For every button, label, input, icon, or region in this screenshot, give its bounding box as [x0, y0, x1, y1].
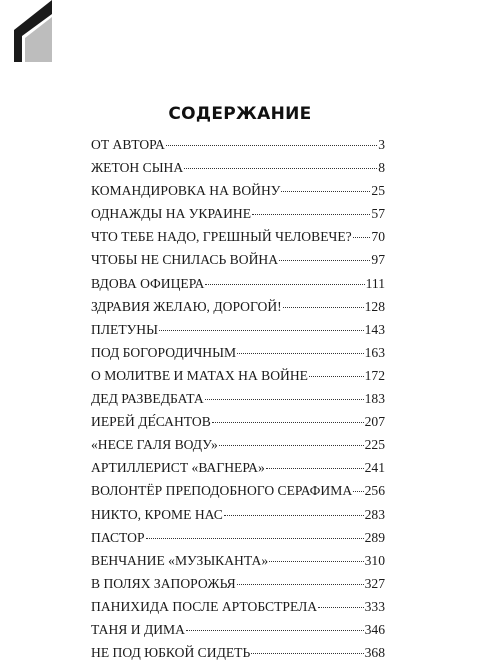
toc-entry-title: ИЕРЕЙ ДЕ́САНТОВ	[91, 414, 211, 430]
toc-entry-page-number: 207	[364, 414, 385, 430]
toc-entry-title: О МОЛИТВЕ И МАТАХ НА ВОЙНЕ	[91, 367, 308, 383]
toc-dot-leader	[237, 353, 364, 354]
toc-entry-page-number: 3	[378, 137, 385, 152]
toc-entry-title: ПЛЕТУНЫ	[91, 321, 158, 337]
toc-dot-leader	[224, 515, 364, 516]
toc-entry	[91, 507, 385, 530]
toc-entry-page-number: 241	[364, 460, 385, 476]
toc-entry-title: АРТИЛЛЕРИСТ «ВАГНЕРА»	[91, 460, 265, 476]
toc-entry	[91, 576, 385, 599]
toc-dot-leader	[318, 607, 363, 608]
toc-entry-page-number: 143	[364, 321, 385, 337]
toc-dot-leader	[205, 399, 364, 400]
toc-entry-page-number: 128	[364, 298, 385, 314]
toc-entry-title: ЧТОБЫ НЕ СНИЛАСЬ ВОЙНА	[91, 252, 279, 268]
toc-dot-leader	[309, 376, 364, 377]
toc-dot-leader	[219, 445, 364, 446]
toc-entry	[91, 322, 385, 345]
toc-entry	[91, 299, 385, 322]
toc-entry-title: ОТ АВТОРА	[91, 137, 165, 152]
toc-entry-title: «НЕСЕ ГАЛЯ ВОДУ»	[91, 437, 218, 453]
toc-entry-page-number: 57	[371, 206, 385, 222]
toc-dot-leader	[279, 260, 370, 261]
toc-entry-title: ЖЕТОН СЫНА	[91, 160, 184, 176]
table-of-contents	[91, 137, 385, 668]
toc-dot-leader	[237, 584, 364, 585]
toc-entry-page-number: 346	[364, 621, 385, 637]
toc-dot-leader	[283, 307, 364, 308]
toc-entry-title: ЗДРАВИЯ ЖЕЛАЮ, ДОРОГОЙ!	[91, 298, 282, 314]
toc-entry	[91, 368, 385, 391]
corner-bookmark-icon	[14, 0, 52, 62]
toc-dot-leader	[146, 538, 364, 539]
toc-dot-leader	[269, 561, 363, 562]
toc-dot-leader	[159, 330, 364, 331]
toc-entry-page-number: 310	[364, 552, 385, 568]
toc-entry-page-number: 70	[371, 229, 385, 245]
toc-entry-page-number: 163	[364, 344, 385, 360]
toc-entry-page-number: 283	[364, 506, 385, 522]
toc-entry	[91, 252, 385, 275]
toc-entry	[91, 483, 385, 506]
toc-entry	[91, 437, 385, 460]
toc-entry-page-number: 327	[364, 575, 385, 591]
toc-entry-title: ДЕД РАЗВЕДБАТА	[91, 391, 204, 407]
toc-entry	[91, 391, 385, 414]
toc-entry-page-number: 225	[364, 437, 385, 453]
toc-entry-page-number: 25	[371, 183, 385, 199]
toc-entry	[91, 345, 385, 368]
toc-entry-title: НЕ ПОД ЮБКОЙ СИДЕТЬ	[91, 645, 251, 661]
toc-entry-title: ТАНЯ И ДИМА	[91, 621, 185, 637]
toc-entry	[91, 183, 385, 206]
toc-entry	[91, 599, 385, 622]
toc-entry	[91, 276, 385, 299]
toc-dot-leader	[212, 422, 364, 423]
toc-dot-leader	[186, 630, 364, 631]
toc-entry	[91, 160, 385, 183]
toc-entry-page-number: 8	[378, 160, 385, 176]
toc-dot-leader	[184, 168, 377, 169]
toc-entry	[91, 137, 385, 160]
toc-entry-page-number: 172	[364, 367, 385, 383]
toc-dot-leader	[281, 191, 370, 192]
toc-entry-page-number: 289	[364, 529, 385, 545]
toc-entry-title: НИКТО, КРОМЕ НАС	[91, 506, 223, 522]
toc-entry-page-number: 333	[364, 598, 385, 614]
toc-entry-page-number: 97	[371, 252, 385, 268]
toc-entry-title: ЧТО ТЕБЕ НАДО, ГРЕШНЫЙ ЧЕЛОВЕЧЕ?	[91, 229, 352, 245]
toc-entry-title: В ПОЛЯХ ЗАПОРОЖЬЯ	[91, 575, 236, 591]
toc-entry-page-number: 256	[364, 483, 385, 499]
toc-entry-page-number: 368	[364, 645, 385, 661]
toc-entry	[91, 460, 385, 483]
toc-entry	[91, 206, 385, 229]
toc-entry	[91, 414, 385, 437]
toc-entry	[91, 553, 385, 576]
toc-entry-page-number: 111	[365, 275, 385, 291]
toc-dot-leader	[205, 284, 364, 285]
toc-dot-leader	[252, 214, 370, 215]
page-title: СОДЕРЖАНИЕ	[168, 104, 312, 124]
toc-entry-title: КОМАНДИРОВКА НА ВОЙНУ	[91, 183, 281, 199]
toc-entry-title: ПАСТОР	[91, 529, 145, 545]
toc-entry-page-number: 183	[364, 391, 385, 407]
toc-entry-title: ПАНИХИДА ПОСЛЕ АРТОБСТРЕЛА	[91, 598, 318, 614]
toc-entry-title: ПОД БОГОРОДИЧНЫМ	[91, 344, 237, 360]
toc-entry	[91, 530, 385, 553]
toc-dot-leader	[353, 237, 371, 238]
toc-entry	[91, 229, 385, 252]
toc-entry-title: ОДНАЖДЫ НА УКРАИНЕ	[91, 206, 252, 222]
toc-dot-leader	[266, 468, 364, 469]
toc-entry	[91, 622, 385, 645]
toc-entry	[91, 645, 385, 668]
toc-entry-title: ВДОВА ОФИЦЕРА	[91, 275, 205, 291]
toc-dot-leader	[166, 145, 377, 146]
toc-entry-title: ВОЛОНТЁР ПРЕПОДОБНОГО СЕРАФИМА	[91, 483, 353, 499]
toc-entry-title: ВЕНЧАНИЕ «МУЗЫКАНТА»	[91, 552, 269, 568]
toc-dot-leader	[251, 653, 363, 654]
toc-dot-leader	[353, 491, 363, 492]
